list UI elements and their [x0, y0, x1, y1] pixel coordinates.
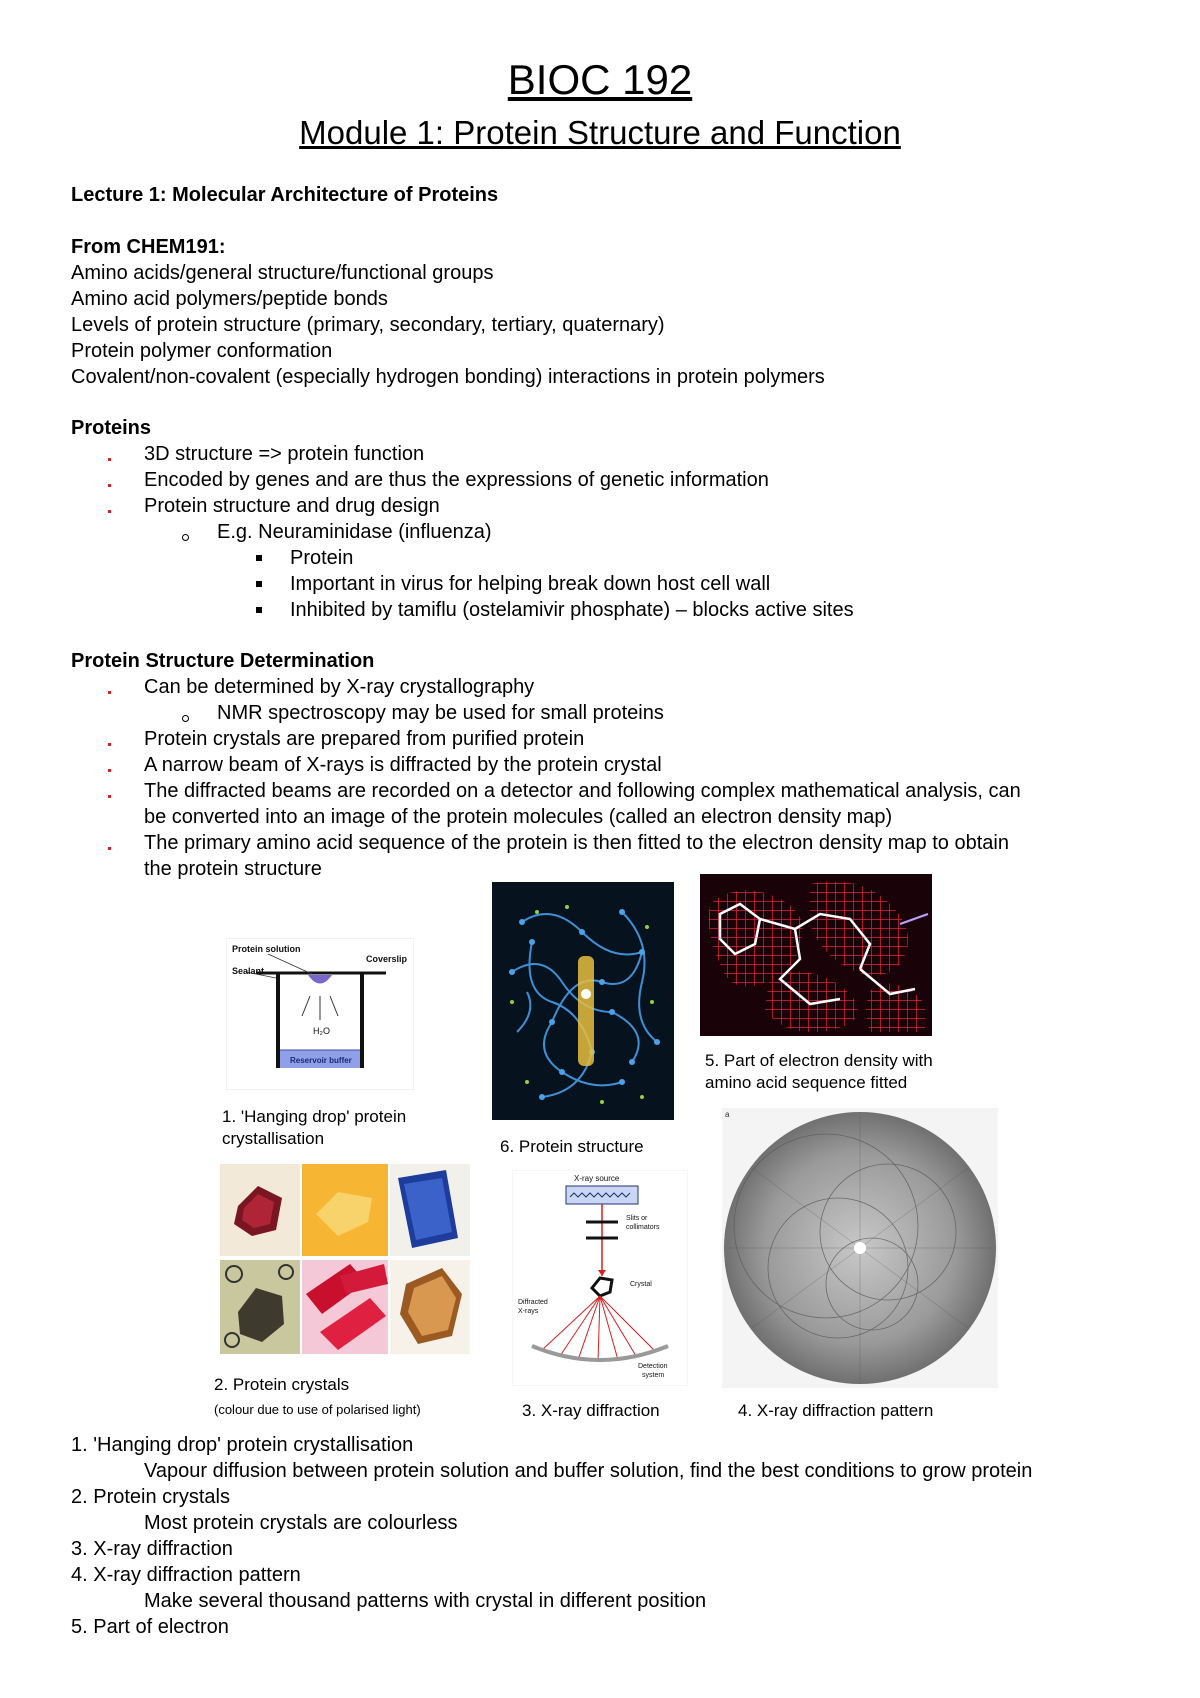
chem-line: Covalent/non-covalent (especially hydrogen bonding) interactions in protein polymers: [71, 366, 825, 388]
label-slits-line2: collimators: [626, 1224, 660, 1231]
label-sealant: Sealant: [232, 966, 265, 976]
chem-line: Amino acid polymers/peptide bonds: [71, 288, 388, 310]
note-detail: Most protein crystals are colourless: [144, 1512, 458, 1534]
fig6-caption: 6. Protein structure: [500, 1137, 644, 1156]
label-diffracted-line2: X-rays: [518, 1308, 539, 1315]
square-bullet: [256, 597, 266, 623]
label-coverslip: Coverslip: [366, 954, 408, 964]
sub-bullet: [182, 519, 192, 545]
list-item: The primary amino acid sequence of the protein is then fitted to the electron density map to obtain: [144, 832, 1009, 854]
list-item: 3D structure => protein function: [144, 443, 425, 465]
bullet: [108, 726, 118, 752]
list-item: The diffracted beams are recorded on a detector and following complex mathematical analysis, can: [144, 780, 1021, 802]
diffraction-pattern-image: [722, 1108, 998, 1388]
list-item: Protein crystals are prepared from purified protein: [144, 728, 585, 750]
list-subitem: E.g. Neuraminidase (influenza): [217, 521, 492, 543]
label-crystal: Crystal: [630, 1281, 652, 1288]
xray-diffraction-diagram: [512, 1170, 688, 1386]
fig5-caption-line2: amino acid sequence fitted: [705, 1073, 908, 1092]
label-xray-source: X-ray source: [574, 1174, 620, 1183]
bullet: [108, 830, 118, 856]
determination-heading: Protein Structure Determination: [71, 650, 375, 672]
list-item: Protein structure and drug design: [144, 495, 440, 517]
list-item: A narrow beam of X-rays is diffracted by the protein crystal: [144, 754, 662, 776]
bullet: [108, 493, 118, 519]
list-subitem: NMR spectroscopy may be used for small proteins: [217, 702, 664, 724]
fig1-caption-line2: crystallisation: [222, 1129, 325, 1148]
note-label: 5. Part of electron: [71, 1616, 229, 1638]
list-subsubitem: Important in virus for helping break down host cell wall: [290, 573, 771, 595]
fig4-letter: a: [725, 1110, 730, 1119]
protein-crystals-image: [220, 1164, 470, 1354]
bullet: [108, 752, 118, 778]
label-protein-solution: Protein solution: [232, 944, 301, 954]
list-item-continuation: the protein structure: [144, 858, 322, 880]
bullet: [108, 441, 118, 467]
course-title: BIOC 192: [507, 56, 693, 103]
protein-structure-image: [492, 882, 674, 1120]
list-subsubitem: Protein: [290, 547, 354, 569]
fig3-caption: 3. X-ray diffraction: [522, 1401, 660, 1420]
chem-heading: From CHEM191:: [71, 236, 226, 258]
label-detection-line1: Detection: [638, 1363, 668, 1370]
bullet: [108, 467, 118, 493]
label-slits-line1: Slits or: [626, 1215, 648, 1222]
square-bullet: [256, 571, 266, 597]
label-water: H₂O: [313, 1026, 330, 1036]
hanging-drop-diagram: [226, 938, 414, 1090]
fig2-note: (colour due to use of polarised light): [214, 1402, 421, 1417]
note-label: 1. 'Hanging drop' protein crystallisation: [71, 1434, 414, 1456]
label-detection-line2: system: [642, 1372, 665, 1379]
electron-density-image: [700, 874, 932, 1036]
list-item: Encoded by genes and are thus the expressions of genetic information: [144, 469, 769, 491]
chem-line: Protein polymer conformation: [71, 340, 333, 362]
fig2-caption: 2. Protein crystals: [214, 1375, 350, 1394]
fig4-caption: 4. X-ray diffraction pattern: [738, 1401, 934, 1420]
label-reservoir-buffer: Reservoir buffer: [290, 1056, 352, 1065]
note-label: 4. X-ray diffraction pattern: [71, 1564, 301, 1586]
note-detail: Vapour diffusion between protein solution and buffer solution, find the best conditions to grow protein: [144, 1460, 1033, 1482]
lecture-title: Lecture 1: Molecular Architecture of Proteins: [71, 184, 499, 206]
note-detail: Make several thousand patterns with crystal in different position: [144, 1590, 707, 1612]
list-subsubitem: Inhibited by tamiflu (ostelamivir phosphate) – blocks active sites: [290, 599, 854, 621]
proteins-heading: Proteins: [71, 417, 152, 439]
label-diffracted-line1: Diffracted: [518, 1299, 548, 1306]
bullet: [108, 778, 118, 804]
chem-line: Amino acids/general structure/functional groups: [71, 262, 494, 284]
fig1-caption-line1: 1. 'Hanging drop' protein: [222, 1107, 407, 1126]
sub-bullet: [182, 700, 192, 726]
note-label: 3. X-ray diffraction: [71, 1538, 233, 1560]
fig5-caption-line1: 5. Part of electron density with: [705, 1051, 933, 1070]
bullet: [108, 674, 118, 700]
module-title: Module 1: Protein Structure and Function: [299, 114, 901, 151]
list-item-continuation: be converted into an image of the protein molecules (called an electron density map): [144, 806, 893, 828]
chem-line: Levels of protein structure (primary, secondary, tertiary, quaternary): [71, 314, 665, 336]
list-item: Can be determined by X-ray crystallography: [144, 676, 535, 698]
note-label: 2. Protein crystals: [71, 1486, 230, 1508]
square-bullet: [256, 545, 266, 571]
